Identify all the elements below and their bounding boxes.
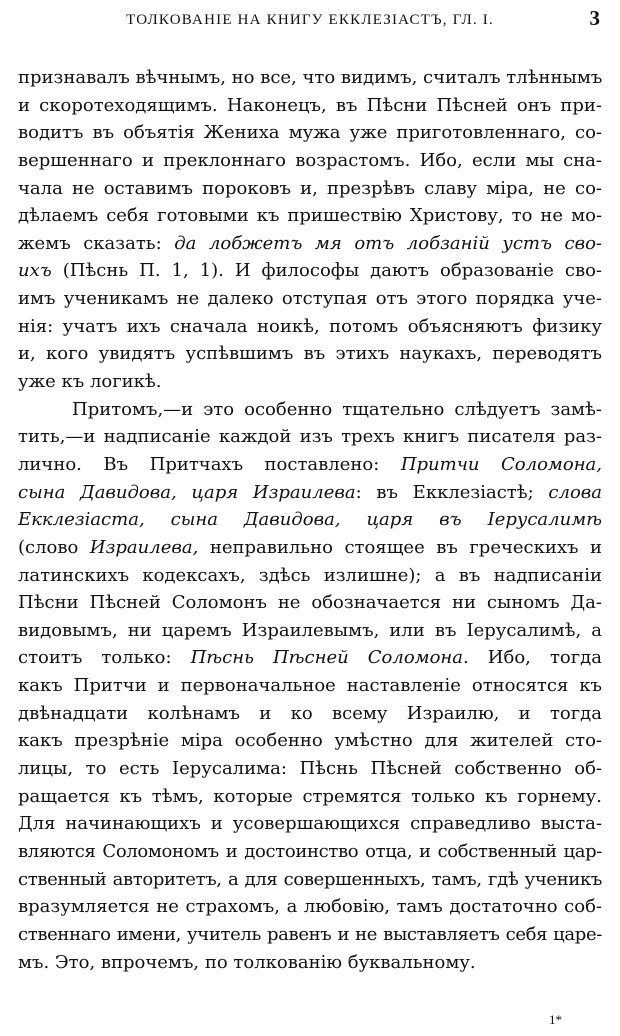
text-run: : въ Екклезіастѣ; <box>355 481 549 503</box>
text-line <box>18 368 602 396</box>
italic-text: да лобжетъ мя отъ лобзаній устъ сво- <box>174 232 603 254</box>
italic-text: слова <box>548 481 602 503</box>
text-line <box>18 396 602 424</box>
text-run: двѣнадцати колѣнамъ и ко всему Израилю, и тогда <box>18 702 602 724</box>
text-run: какъ презрѣніе міра особенно умѣстно для жителей сто- <box>18 730 602 752</box>
text-line <box>18 479 602 507</box>
text-line <box>18 589 602 617</box>
text-line <box>18 534 602 562</box>
text-run: Пѣсни Пѣсней Соломонъ не обозначается ни сыномъ Да- <box>18 592 602 614</box>
text-line <box>18 755 602 783</box>
text-line <box>18 230 602 258</box>
text-line <box>18 313 602 341</box>
text-run: имъ ученикамъ не далеко отступая отъ этого порядка уче- <box>18 288 602 310</box>
text-line <box>18 119 602 147</box>
text-run: Для начинающихъ и усовершающихся справедливо выста- <box>18 813 602 835</box>
text-run: видовымъ, ни царемъ Израилевымъ, или въ Іерусалимѣ, а <box>18 619 602 641</box>
text-run: Притомъ,—и это особенно тщательно слѣдуетъ замѣ- <box>72 398 602 420</box>
text-run: и, кого увидятъ успѣвшимъ въ этихъ наукахъ, переводятъ <box>18 343 602 365</box>
text-line <box>18 617 602 645</box>
text-run: уже къ логикѣ. <box>18 371 162 393</box>
text-line <box>18 866 602 894</box>
text-run: водитъ въ объятія Жениха мужа уже приготовленнаго, со- <box>18 122 602 144</box>
running-title: ТОЛКОВАНІЕ НА КНИГУ ЕККЛЕЗІАСТЪ, ГЛ. I. <box>126 12 494 28</box>
text-run: мъ. Это, впрочемъ, по толкованію буквальному. <box>18 951 476 973</box>
text-line <box>18 506 602 534</box>
text-run: ращается къ тѣмъ, которые стремятся только къ горнему. <box>18 785 602 807</box>
text-line <box>18 838 602 866</box>
text-line <box>18 949 602 977</box>
text-run: ственнаго имени, учитель равенъ и не выставляетъ себя царе- <box>18 923 602 945</box>
italic-text: Екклезіаста, сына Давидова, царя въ Іерусалимѣ <box>18 509 602 531</box>
text-run: признавалъ вѣчнымъ, но все, что видимъ, считалъ тлѣннымъ <box>18 67 603 88</box>
text-line <box>18 727 602 755</box>
text-line <box>18 175 602 203</box>
signature-mark: 1* <box>549 1012 562 1027</box>
text-run: (слово <box>18 536 90 558</box>
text-line <box>18 783 602 811</box>
text-run: вершеннаго и преклоннаго возрастомъ. Ибо, если мы сна- <box>18 149 602 171</box>
text-run: чала не оставимъ пороковъ и, презрѣвъ славу міра, не со- <box>18 177 602 199</box>
text-run: нія: учатъ ихъ сначала ноикѣ, потомъ объясняютъ физику <box>18 315 602 337</box>
text-run: стоитъ только: <box>18 647 191 669</box>
text-line <box>18 257 602 285</box>
italic-text: Израилева, <box>89 536 199 558</box>
text-line <box>18 700 602 728</box>
italic-text: Пѣснь Пѣсней Соломона <box>190 647 464 669</box>
text-run: дѣлаемъ себя готовыми къ пришествію Христову, то не мо- <box>18 205 602 227</box>
text-line <box>18 423 602 451</box>
text-line <box>18 562 602 590</box>
text-run: жемъ сказать: <box>18 232 175 254</box>
page-number: 3 <box>589 6 600 30</box>
text-line <box>18 202 602 230</box>
text-run: (Пѣснь П. 1, 1). И философы даютъ образованіе сво- <box>51 260 602 282</box>
text-run: какъ Притчи и первоначальное наставленіе относятся къ <box>18 675 602 697</box>
text-line <box>18 921 602 949</box>
text-run: тить,—и надписаніе каждой изъ трехъ книгъ писателя раз- <box>18 426 602 448</box>
text-line <box>18 147 602 175</box>
italic-text: ихъ <box>18 260 52 282</box>
text-run: и скоротеходящимъ. Наконецъ, въ Пѣсни Пѣсней онъ при- <box>18 94 602 116</box>
text-run: . Ибо, тогда <box>463 647 602 669</box>
text-run: вразумляется не страхомъ, а любовію, тамъ достаточно соб- <box>18 896 602 918</box>
text-line <box>18 64 602 92</box>
text-line <box>18 810 602 838</box>
text-run: вляются Соломономъ и достоинство отца, и собственный цар- <box>18 840 602 862</box>
text-line <box>18 285 602 313</box>
text-line <box>18 451 602 479</box>
text-run: лично. Въ Притчахъ поставлено: <box>18 453 401 475</box>
text-line <box>18 340 602 368</box>
text-line <box>18 92 602 120</box>
text-line <box>18 672 602 700</box>
italic-text: сына Давидова, царя Израилева <box>18 481 356 503</box>
text-run: лицы, то есть Іерусалима: Пѣснь Пѣсней собственно об- <box>18 758 602 780</box>
text-run: латинскихъ кодексахъ, здѣсь излишне); а въ надписаніи <box>18 564 602 586</box>
italic-text: Притчи Соломона, <box>400 453 603 475</box>
page-header <box>0 6 620 40</box>
text-line <box>18 644 602 672</box>
text-run: ственный авторитетъ, а для совершенныхъ, тамъ, гдѣ ученикъ <box>18 868 602 890</box>
body-text <box>18 64 602 976</box>
text-line <box>18 893 602 921</box>
text-run: неправильно стоящее въ греческихъ и <box>198 536 602 558</box>
